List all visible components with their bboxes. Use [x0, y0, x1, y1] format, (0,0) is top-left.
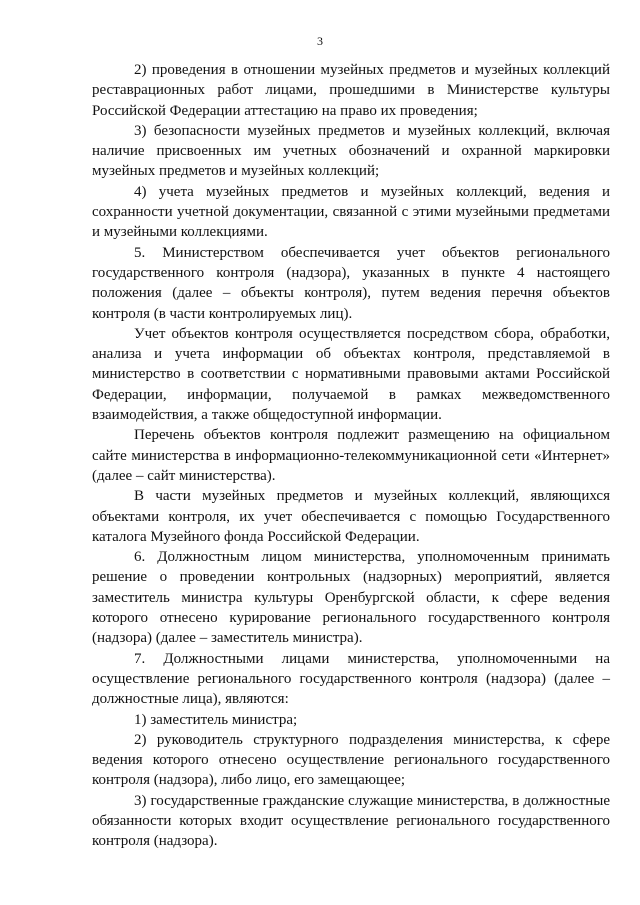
paragraph-item-3: 3) безопасности музейных предметов и музейных коллекций, включая наличие присвоенных им учетных обозначений и охранной маркировки музейных предметов и музейных коллекций;	[92, 122, 610, 180]
paragraph-official-2: 2) руководитель структурного подразделения министерства, к сфере ведения которого отнесено осуществление регионального государственного контроля (надзора), либо лицо, его замещающее;	[92, 731, 610, 789]
paragraph-list-publication: Перечень объектов контроля подлежит размещению на официальном сайте министерства в информационно-телекоммуникационной сети «Интернет» (далее – сайт министерства).	[92, 427, 610, 484]
paragraph-section-7: 7. Должностными лицами министерства, уполномоченными на осуществление регионального государственного контроля (надзора) (далее – должностные лица), являются:	[92, 650, 610, 708]
paragraph-section-6: 6. Должностным лицом министерства, уполномоченным принимать решение о проведении контрольных (надзорных) мероприятий, является заместитель министра культуры Оренбургской области, к сфере ведения которого отнесено курирование регионального государственного контроля (надзора) (далее – заместитель министра).	[92, 549, 610, 647]
paragraph-item-2: 2) проведения в отношении музейных предметов и музейных коллекций реставрационных работ лицами, прошедшими в Министерстве культуры Российской Федерации аттестацию на право их проведения;	[92, 62, 610, 119]
paragraph-museum-catalog: В части музейных предметов и музейных коллекций, являющихся объектами контроля, их учет обеспечивается с помощью Государственного каталога Музейного фонда Российской Федерации.	[92, 488, 610, 545]
paragraph-accounting: Учет объектов контроля осуществляется посредством сбора, обработки, анализа и учета информации об объектах контроля, представляемой в министерство в соответствии с нормативными правовыми актами Российской Федерации, информации, получаемой в рамках межведомственного взаимодействия, а также общедоступной информации.	[92, 325, 610, 424]
paragraph-item-4: 4) учета музейных предметов и музейных коллекций, ведения и сохранности учетной документации, связанной с этими музейными предметами и музейными коллекциями.	[92, 183, 610, 241]
paragraph-official-3: 3) государственные гражданские служащие министерства, в должностные обязанности которых входит осуществление регионального государственного контроля (надзора).	[92, 792, 610, 850]
paragraph-official-1: 1) заместитель министра;	[134, 711, 298, 728]
document-body	[92, 60, 610, 852]
paragraph-section-5: 5. Министерством обеспечивается учет объектов регионального государственного контроля (надзора), указанных в пункте 4 настоящего положения (далее – объекты контроля), путем ведения перечня объектов контроля (в части контролируемых лиц).	[92, 244, 610, 322]
page-number: 3	[317, 34, 323, 48]
